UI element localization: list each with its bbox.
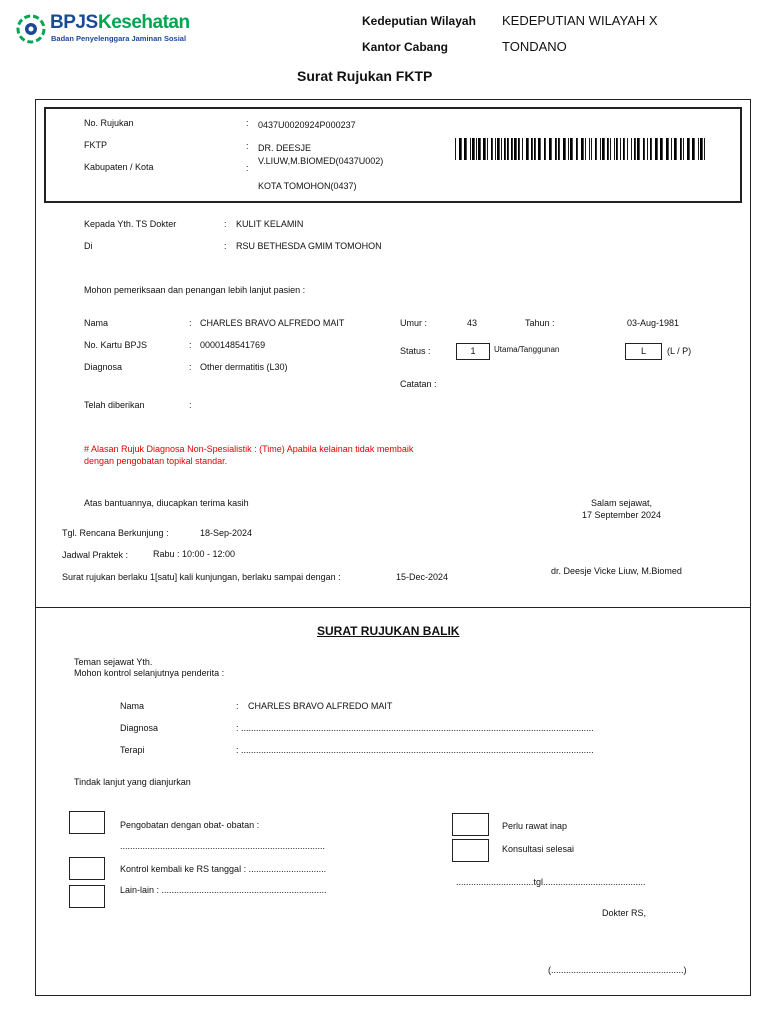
bpjs-logo (16, 12, 196, 46)
colon: : (236, 701, 239, 711)
card-value: 0000148541769 (200, 340, 266, 350)
colon: : (189, 400, 192, 410)
reason-line-1: # Alasan Rujuk Diagnosa Non-Spesialistik : (Time) Apabila kelainan tidak membaik (84, 444, 414, 454)
dob-value: 03-Aug-1981 (627, 318, 680, 328)
reply-diag-label: Diagnosa (120, 723, 159, 733)
reply-name-value: CHARLES BRAVO ALFREDO MAIT (248, 701, 393, 711)
status-desc: Utama/Tanggunan (494, 345, 560, 354)
control-label: Kontrol kembali ke RS tanggal : ............................... (120, 864, 327, 874)
age-value: 43 (467, 318, 478, 328)
reply-title: SURAT RUJUKAN BALIK (317, 624, 460, 638)
other-checkbox[interactable] (69, 885, 105, 908)
other-label: Lain-lain : .................................................................. (120, 885, 327, 895)
branch-value: TONDANO (502, 39, 567, 54)
at-label: Di (84, 241, 93, 251)
fktp-value-1: DR. DEESJE (258, 143, 312, 153)
card-label: No. Kartu BPJS (84, 340, 148, 350)
logo-tagline: Badan Penyelenggara Jaminan Sosial (51, 34, 187, 43)
colon: : (189, 318, 192, 328)
at-value: RSU BETHESDA GMIM TOMOHON (236, 241, 382, 251)
reply-diag-dots: : ............................................................................................................................................. (236, 723, 594, 733)
doctor-name: dr. Deesje Vicke Liuw, M.Biomed (551, 566, 682, 576)
signature-line: (.....................................................) (548, 965, 687, 975)
page-title: Surat Rujukan FKTP (297, 68, 433, 84)
control-checkbox[interactable] (69, 857, 105, 880)
referral-no-label: No. Rujukan (84, 118, 134, 128)
fktp-label: FKTP (84, 140, 108, 150)
medication-checkbox[interactable] (69, 811, 105, 834)
status-label: Status : (400, 346, 431, 356)
medication-dots: .................................................................................. (120, 841, 326, 851)
to-value: KULIT KELAMIN (236, 219, 304, 229)
note-label: Catatan : (400, 379, 437, 389)
patient-name-value: CHARLES BRAVO ALFREDO MAIT (200, 318, 345, 328)
signer-label: Dokter RS, (602, 908, 647, 918)
request-text: Mohon pemeriksaan dan penangan lebih lanjut pasien : (84, 285, 306, 295)
date-line: ...............................tgl......................................... (456, 877, 646, 887)
logo-brand-2: Kesehatan (98, 12, 190, 33)
plan-value: 18-Sep-2024 (200, 528, 253, 538)
reply-therapy-label: Terapi (120, 745, 145, 755)
colon: : (224, 241, 227, 251)
colon: : (189, 340, 192, 350)
greeting-text: Salam sejawat, (591, 498, 653, 508)
year-label: Tahun : (525, 318, 555, 328)
colon: : (224, 219, 227, 229)
colon: : (246, 163, 249, 173)
plan-label: Tgl. Rencana Berkunjung : (62, 528, 169, 538)
reply-name-label: Nama (120, 701, 145, 711)
validity-value: 15-Dec-2024 (396, 572, 449, 582)
reply-intro-1: Teman sejawat Yth. (74, 657, 153, 667)
bpjs-emblem-icon (16, 14, 46, 44)
status-value-box: 1 (456, 343, 490, 360)
letter-date: 17 September 2024 (582, 510, 662, 520)
referral-no-value: 0437U0020924P000237 (258, 120, 356, 130)
schedule-value: Rabu : 10:00 - 12:00 (153, 549, 236, 559)
deputy-label: Kedeputian Wilayah (362, 14, 476, 28)
inpatient-checkbox[interactable] (452, 813, 489, 836)
kab-label: Kabupaten / Kota (84, 162, 154, 172)
colon: : (189, 362, 192, 372)
thanks-text: Atas bantuannya, diucapkan terima kasih (84, 498, 249, 508)
reply-intro-2: Mohon kontrol selanjutnya penderita : (74, 668, 225, 678)
reply-therapy-dots: : ............................................................................................................................................. (236, 745, 594, 755)
sex-desc: (L / P) (667, 346, 692, 356)
validity-label: Surat rujukan berlaku 1[satu] kali kunjungan, berlaku sampai dengan : (62, 572, 341, 582)
inpatient-label: Perlu rawat inap (502, 821, 568, 831)
logo-brand: BPJS (50, 12, 98, 33)
patient-name-label: Nama (84, 318, 109, 328)
schedule-label: Jadwal Praktek : (62, 550, 129, 560)
reason-line-2: dengan pengobatan topikal standar. (84, 456, 228, 466)
branch-label: Kantor Cabang (362, 40, 449, 54)
sex-value-box: L (625, 343, 662, 360)
diagnosis-label: Diagnosa (84, 362, 123, 372)
diagnosis-value: Other dermatitis (L30) (200, 362, 288, 372)
colon: : (246, 118, 249, 128)
given-label: Telah diberikan (84, 400, 145, 410)
age-label: Umur : (400, 318, 427, 328)
followup-label: Tindak lanjut yang dianjurkan (74, 777, 191, 787)
barcode-icon (455, 138, 707, 160)
fktp-value-2: V.LIUW,M.BIOMED(0437U002) (258, 156, 384, 166)
consult-done-checkbox[interactable] (452, 839, 489, 862)
deputy-value: KEDEPUTIAN WILAYAH X (502, 13, 658, 28)
colon: : (246, 141, 249, 151)
consult-done-label: Konsultasi selesai (502, 844, 575, 854)
medication-label: Pengobatan dengan obat- obatan : (120, 820, 260, 830)
kab-value: KOTA TOMOHON(0437) (258, 181, 357, 191)
to-label: Kepada Yth. TS Dokter (84, 219, 177, 229)
